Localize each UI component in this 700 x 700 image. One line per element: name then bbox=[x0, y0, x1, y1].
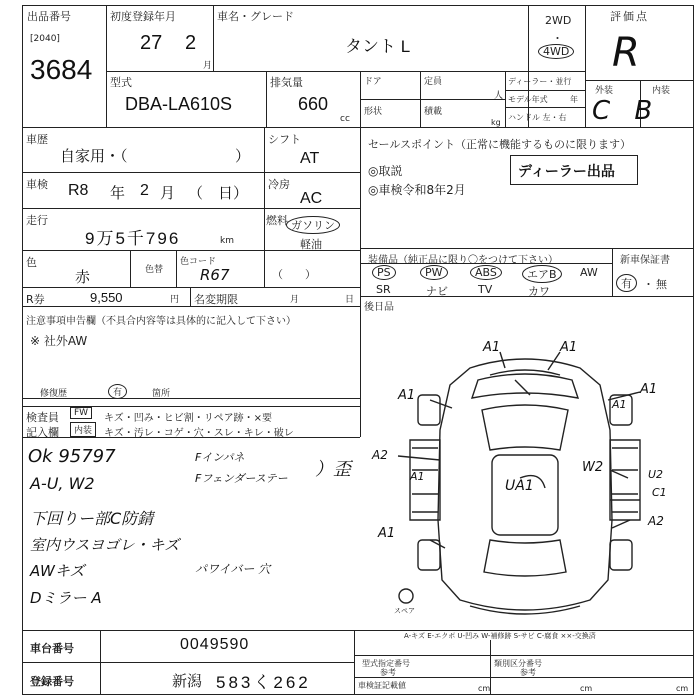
yen-unit: 円 bbox=[170, 295, 180, 305]
equip-aw: AW bbox=[580, 266, 598, 279]
history-label: 車歴 bbox=[26, 133, 48, 146]
rear-seat-label: 後日品 bbox=[364, 302, 394, 313]
interior-box: 内装 bbox=[70, 422, 96, 437]
ref-label-2: 参考 bbox=[520, 668, 536, 677]
inspection-year-unit: 年 bbox=[110, 185, 126, 202]
equip-pw: PW bbox=[420, 265, 448, 280]
tax-label: R券 bbox=[26, 293, 45, 306]
handle-label: ハンドル 左・右 bbox=[508, 113, 567, 122]
ref-label-1: 参考 bbox=[380, 668, 396, 677]
drive-dot: ・ bbox=[552, 32, 563, 45]
person-unit: 人 bbox=[494, 91, 504, 101]
name-change-label: 名変期限 bbox=[194, 293, 238, 306]
interior-label: 内装 bbox=[652, 86, 671, 96]
notes-label: 注意事項申告欄（不具合内容等は具体的に記入して下さい） bbox=[26, 316, 296, 327]
plate-number: 583く262 bbox=[216, 673, 311, 692]
lot-label: 出品番号 bbox=[27, 10, 71, 23]
equip-sr: SR bbox=[376, 283, 391, 296]
cm-unit-2: cm bbox=[580, 684, 593, 693]
hw-right2: Fフェンダーステー bbox=[195, 472, 288, 485]
model-code: DBA-LA610S bbox=[125, 94, 233, 114]
month-label: 月 bbox=[290, 295, 300, 305]
warranty-label: 新車保証書 bbox=[620, 255, 670, 266]
reg-month: 2 bbox=[185, 32, 197, 54]
hw-right1: Fインパネ bbox=[195, 451, 245, 464]
displacement: 660 bbox=[298, 94, 329, 114]
type-label: 型式 bbox=[110, 76, 132, 89]
door-label: ドア bbox=[364, 77, 382, 87]
cm-unit-3: cm bbox=[676, 684, 689, 693]
ext-int-grades: C B bbox=[592, 96, 661, 126]
sales-label: セールスポイント（正常に機能するものに限ります） bbox=[368, 138, 632, 151]
class-label: 類別区分番号 bbox=[494, 659, 542, 668]
model-year-label: モデル年式 bbox=[508, 95, 548, 104]
tax-value: 9,550 bbox=[90, 290, 123, 305]
score-value: R bbox=[612, 30, 640, 76]
color-value: 赤 bbox=[75, 269, 91, 286]
capacity-label: 定員 bbox=[424, 77, 443, 87]
color-code-label: 色コード bbox=[180, 257, 217, 267]
hw-line3: 下回りー部C防錆 bbox=[30, 509, 154, 528]
warranty-yes: 有 bbox=[616, 274, 637, 292]
chassis-number: 0049590 bbox=[180, 636, 250, 653]
month-unit: 月 bbox=[203, 61, 213, 71]
inspection-day: （ 日） bbox=[188, 185, 249, 202]
dmg-mark-8: U2 bbox=[648, 468, 664, 481]
dmg-mark-6: UA1 bbox=[505, 478, 534, 494]
dmg-mark-4: A1 bbox=[640, 382, 658, 397]
load-label: 積載 bbox=[424, 107, 443, 117]
warranty-dot: ・ bbox=[643, 278, 654, 291]
equip-navi: ナビ bbox=[426, 285, 448, 298]
exterior-label: 外装 bbox=[595, 86, 614, 96]
dmg-mark-2: A1 bbox=[560, 340, 578, 355]
notes-line1: ※ 社外AW bbox=[30, 334, 88, 348]
equip-tv: TV bbox=[478, 283, 493, 296]
hw-line5: AWキズ bbox=[30, 562, 85, 580]
plate-label: 登録番号 bbox=[30, 675, 74, 688]
dmg-mark-12: A1 bbox=[410, 470, 425, 483]
fuel-paren: （ ） bbox=[272, 268, 316, 281]
history-close: ） bbox=[235, 148, 251, 165]
dmg-mark-13: A1 bbox=[612, 398, 627, 411]
dmg-mark-9: C1 bbox=[652, 486, 667, 499]
mileage-label: 走行 bbox=[26, 214, 48, 227]
drive-4wd: 4WD bbox=[538, 44, 574, 59]
car-name: タント L bbox=[345, 37, 411, 56]
shift-value: AT bbox=[300, 150, 320, 167]
dmg-mark-3: A1 bbox=[398, 388, 416, 403]
car-name-label: 車名・グレード bbox=[217, 10, 294, 23]
location-label: 箇所 bbox=[152, 389, 171, 399]
score-label: 評価点 bbox=[610, 10, 649, 23]
ac-label: 冷房 bbox=[268, 178, 290, 191]
reg-year: 27 bbox=[140, 32, 163, 54]
ac-value: AC bbox=[300, 190, 323, 207]
hw-line1: Ok 95797 bbox=[28, 446, 116, 467]
cm-unit-1: cm bbox=[478, 684, 491, 693]
entry-items: キズ・汚レ・コゲ・穴・スレ・キレ・破レ bbox=[104, 428, 294, 439]
hw-right-mark: ）歪 bbox=[315, 459, 351, 480]
repair-label: 修復歴 bbox=[40, 389, 68, 399]
warranty-no: 無 bbox=[656, 278, 667, 291]
hw-line6: Dミラー A bbox=[30, 589, 102, 607]
lot-sub: [2040] bbox=[30, 34, 60, 44]
inspection-month-unit: 月 bbox=[160, 185, 176, 202]
dmg-mark-1: A1 bbox=[483, 340, 501, 355]
dmg-mark-5: A2 bbox=[372, 448, 388, 462]
fuel-gasoline: ガソリン bbox=[286, 216, 340, 234]
hw-line4: 室内ウスヨゴレ・キズ bbox=[30, 536, 180, 554]
color-no-label: 色替 bbox=[145, 265, 164, 275]
spare-label: スペア bbox=[394, 607, 415, 615]
chassis-label: 車台番号 bbox=[30, 642, 74, 655]
repair-value: 有 bbox=[108, 384, 127, 399]
color-code: R67 bbox=[200, 266, 230, 284]
hw-right3: パワイバー 穴 bbox=[195, 562, 271, 576]
model-confirm-label: 型式指定番号 bbox=[362, 659, 410, 668]
dmg-mark-11: A1 bbox=[378, 526, 396, 541]
plate-area: 新潟 bbox=[172, 673, 203, 690]
inspection-label: 車検 bbox=[26, 178, 48, 191]
legend: A-キズ E-エクボ U-凹み W-補修跡 S-サビ C-腐食 ××-交換済 bbox=[404, 632, 596, 640]
equip-airbag: エアB bbox=[522, 265, 562, 283]
km-unit: km bbox=[220, 236, 234, 246]
inspection-month: 2 bbox=[140, 182, 149, 199]
dmg-mark-7: W2 bbox=[582, 460, 604, 475]
fw-box: FW bbox=[70, 407, 92, 419]
fuel-diesel: 軽油 bbox=[300, 238, 322, 251]
history-value: 自家用・（ bbox=[60, 148, 128, 165]
shift-label: シフト bbox=[268, 133, 301, 146]
lot-number: 3684 bbox=[30, 54, 93, 85]
drive-2wd: 2WD bbox=[545, 14, 572, 27]
check-label: 検査員 bbox=[26, 411, 59, 424]
first-reg-label: 初度登録年月 bbox=[110, 10, 176, 23]
equip-abs: ABS bbox=[470, 265, 502, 280]
equip-ps: PS bbox=[372, 265, 396, 280]
fuel-label: 燃料 bbox=[266, 214, 288, 227]
sales-line1: ◎取説 bbox=[368, 164, 403, 178]
dealer-box-text: ディーラー出品 bbox=[518, 163, 615, 179]
color-label: 色 bbox=[26, 256, 37, 269]
inspection-era: R8 bbox=[68, 182, 89, 199]
cert-label: 車検証記載値 bbox=[358, 681, 406, 690]
shape-label: 形状 bbox=[364, 107, 383, 117]
displacement-label: 排気量 bbox=[270, 76, 303, 89]
mileage-value: 9万5千796 bbox=[85, 229, 181, 248]
check-items: キズ・凹み・ヒビ割・リペア跡・×要 bbox=[104, 413, 272, 424]
entry-label: 記入欄 bbox=[26, 426, 59, 439]
dealer-label: ディーラー・並行 bbox=[508, 77, 572, 86]
day-label: 日 bbox=[345, 295, 355, 305]
year-unit: 年 bbox=[570, 95, 578, 104]
kg-unit: kg bbox=[491, 118, 501, 127]
sales-line2: ◎車検令和8年2月 bbox=[368, 183, 466, 197]
dmg-mark-10: A2 bbox=[648, 514, 664, 528]
equip-leather: カワ bbox=[528, 285, 550, 298]
equipment-label: 装備品（純正品に限り〇をつけて下さい） bbox=[368, 255, 558, 266]
cc-unit: cc bbox=[340, 114, 350, 124]
hw-line2: A-U, W2 bbox=[30, 474, 95, 493]
